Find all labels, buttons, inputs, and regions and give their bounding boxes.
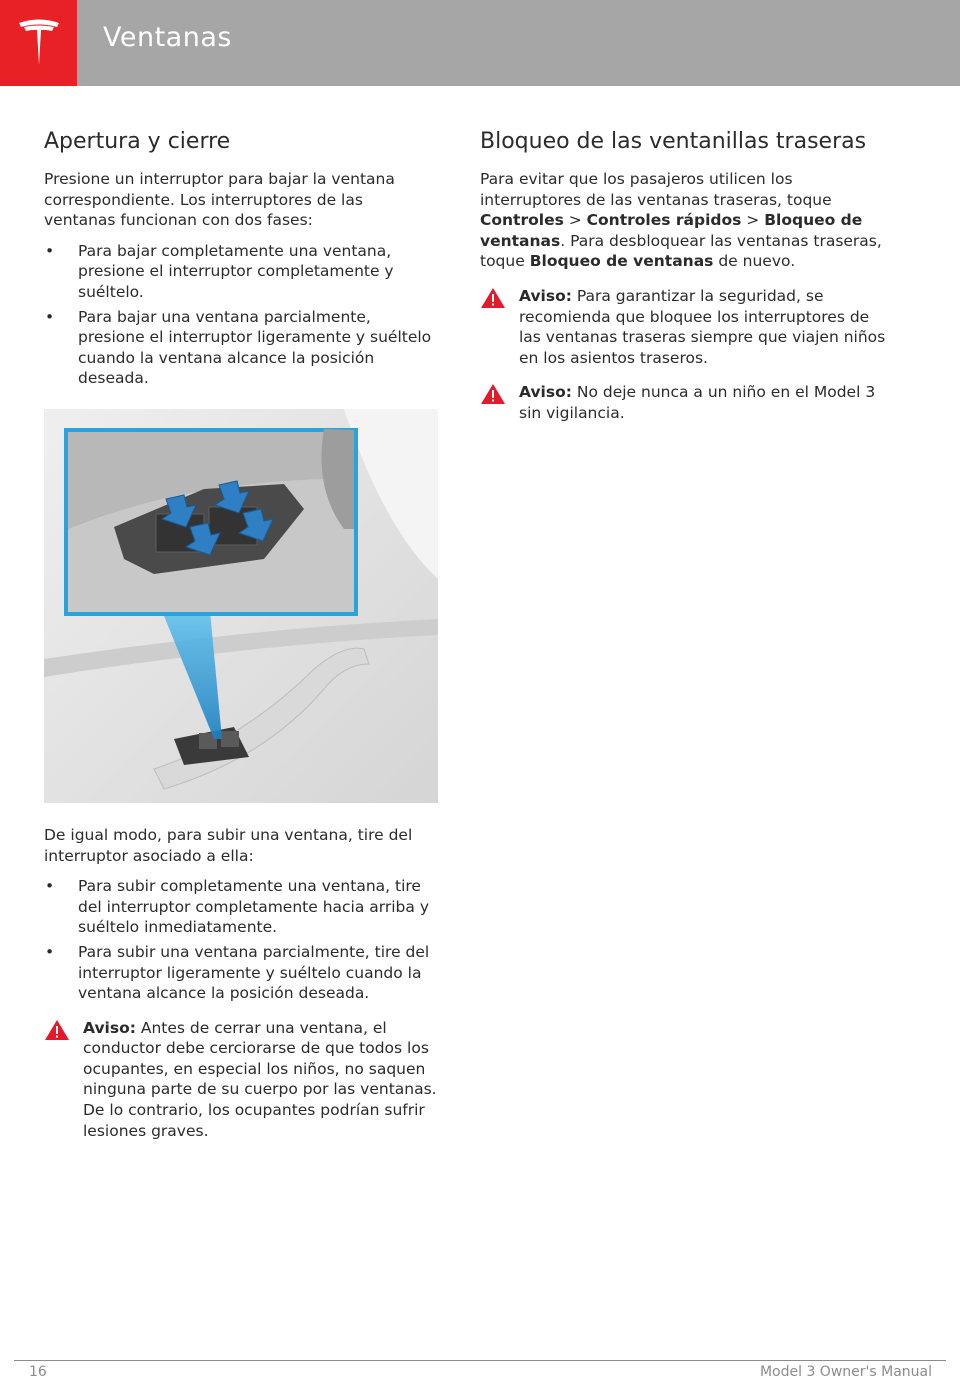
- window-lock-text: Bloqueo de ventanas: [480, 211, 863, 250]
- warning-label: Aviso:: [519, 383, 572, 402]
- warning-text: Antes de cerrar una ventana, el conductor debe cerciorarse de que todos los ocupantes, en especial los niños, no saquen ninguna parte de su cuerpo por las ventanas. De lo contrario, los ocupantes podrían sufrir lesiones graves.: [83, 1018, 437, 1140]
- section-heading-rear-lock: Bloqueo de las ventanillas traseras: [480, 129, 867, 154]
- warning-callout: [480, 382, 890, 423]
- window-lock-text: Bloqueo de ventanas: [529, 252, 714, 271]
- rear-lock-paragraph: Para evitar que los pasajeros utilicen los interruptores de las ventanas traseras, toque Controles > Controles rápidos > Bloqueo de ventanas. Para desbloquear las ventanas traseras, toque Bloqueo de ventanas de nuevo.: [480, 170, 882, 271]
- list-item: • Para subir completamente una ventana, tire del interruptor completamente hacia arriba y suéltelo inmediatamente.: [45, 877, 429, 937]
- bullet-icon: •: [45, 942, 55, 961]
- page-number: 16: [29, 1364, 47, 1380]
- quick-controls-text: Controles rápidos: [586, 211, 742, 230]
- bullet-icon: •: [45, 877, 55, 896]
- warning-text: No deje nunca a un niño en el Model 3 sin vigilancia.: [519, 383, 876, 422]
- list-item: • Para bajar completamente una ventana, presione el interruptor completamente y suéltelo.: [45, 241, 394, 301]
- list-item: • Para subir una ventana parcialmente, tire del interruptor ligeramente y suéltelo cuando la ventana alcance la posición deseada.: [45, 942, 430, 1003]
- warning-text: Para garantizar la seguridad, se recomienda que bloquee los interruptores de las ventanas traseras siempre que viajen niños en los asientos traseros.: [519, 286, 886, 367]
- down-list: [44, 241, 438, 389]
- warning-triangle-icon: [44, 1019, 70, 1041]
- right-column: [480, 128, 890, 436]
- list-item: • Para bajar una ventana parcialmente, presione el interruptor ligeramente y suéltelo cuando la ventana alcance la posición deseada.: [45, 307, 432, 388]
- pull-intro-paragraph: De igual modo, para subir una ventana, tire del interruptor asociado a ella:: [44, 825, 413, 865]
- warning-callout: [480, 286, 890, 368]
- footer-manual-title: Model 3 Owner's Manual: [759, 1364, 932, 1380]
- bullet-icon: •: [45, 241, 55, 260]
- warning-triangle-icon: [480, 383, 506, 405]
- warning-label: Aviso:: [519, 286, 572, 305]
- tesla-logo: [0, 0, 77, 86]
- page-title: Ventanas: [103, 22, 232, 53]
- up-list: [44, 876, 438, 1004]
- warning-callout: [44, 1018, 438, 1142]
- bullet-icon: •: [45, 307, 55, 326]
- window-switch-illustration: [44, 409, 438, 803]
- left-column: [44, 128, 438, 1153]
- header-bar: [77, 0, 960, 86]
- section-heading-opening: Apertura y cierre: [44, 129, 231, 154]
- warning-triangle-icon: [480, 287, 506, 309]
- footer-divider: [14, 1360, 946, 1361]
- intro-paragraph: Presione un interruptor para bajar la ventana correspondiente. Los interruptores de las ventanas funcionan con dos fases:: [44, 170, 395, 230]
- controls-link-text: Controles: [480, 211, 564, 230]
- tesla-logo-icon: [16, 17, 62, 69]
- warning-label: Aviso:: [83, 1018, 136, 1037]
